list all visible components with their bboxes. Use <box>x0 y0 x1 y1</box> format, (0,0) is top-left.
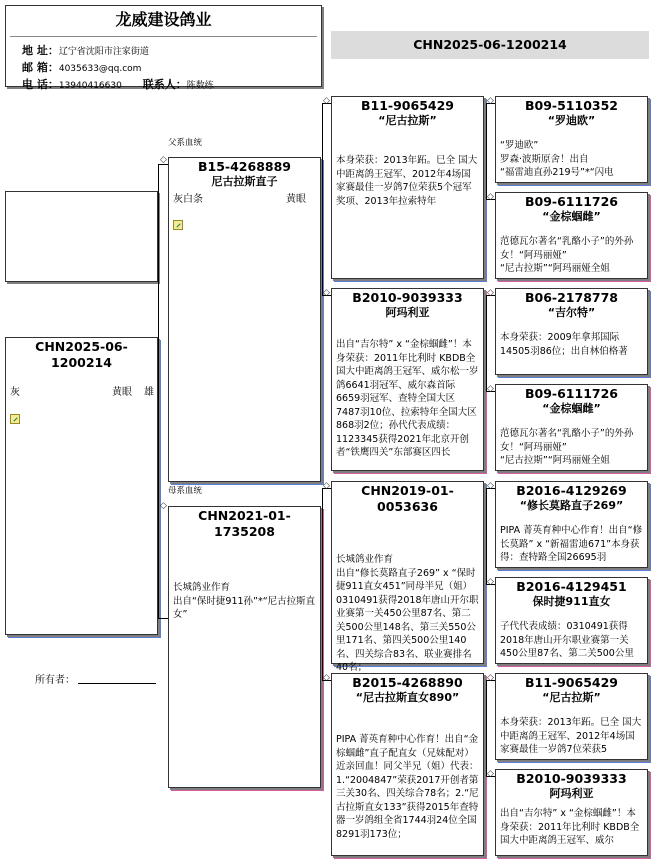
gen4-description: “罗迪欧” 罗森·波斯原舍！出自 “福雷迪直孙219号”*“闪电 <box>500 140 614 178</box>
gen4-name: “金棕蝈雌” <box>542 402 601 415</box>
email: 4035633@qq.com <box>58 64 142 74</box>
sire-card <box>168 157 321 482</box>
gen4-name: “尼古拉斯” <box>542 691 601 704</box>
gen3-description: 出自“吉尔特” x “金棕蝈雌”！本身荣获：2011年比利时 KBDB全国大中距离鸽王冠军、威尔松一岁鸽6641羽冠军、威尔森首际6659羽冠军、查特全国大区7487羽10位、拉索特年全国大区868羽2位；孙代代表成绩：1123345获得2021年北京开创者“铁鹰四关”东部赛区四长 <box>336 339 479 458</box>
grandsire-paternal-card <box>331 96 484 279</box>
gen4-ring: B2010-9039333 <box>516 771 627 786</box>
gen3-name: 阿玛利亚 <box>385 306 430 319</box>
owner-label: 所有者： <box>35 675 75 686</box>
banner-ring-number: CHN2025-06-1200214 <box>331 31 649 59</box>
gen4-ring: B09-6111726 <box>525 194 618 209</box>
dam-card <box>168 506 321 788</box>
connector-line <box>322 488 323 680</box>
gen4-name: 阿玛利亚 <box>549 787 594 800</box>
gen3-description: PIPA 菁英育种中心作育！出自“金棕蝈雌”直子配直女（兄妹配对）近亲回血！同父半兄（姐）代表：1.“2004847”荣获2017开创者第三关30名、四关综合78名；2.“尼古拉斯直女133”获得2015年查特器一岁鸽组全省1744羽24位全国8291羽173位； <box>336 734 479 840</box>
expand-icon[interactable]: ◇ <box>323 481 330 491</box>
gen4-ring: B06-2178778 <box>525 290 618 305</box>
connector-line <box>486 488 487 584</box>
gen3-ring: CHN2019-01-0053636 <box>361 483 454 514</box>
phone-label: 电 话： <box>22 78 59 91</box>
dam-ring: CHN2021-01-1735208 <box>198 508 291 539</box>
gen4-name: 保时捷911直女 <box>532 595 611 608</box>
gen3-ring: B2010-9039333 <box>352 290 463 305</box>
expand-icon[interactable]: ◇ <box>160 155 167 165</box>
gen4-ring: B09-5110352 <box>525 98 618 113</box>
gen4-name: “罗迪欧” <box>547 114 596 127</box>
photo-frame <box>5 191 158 282</box>
granddam-maternal-card <box>331 673 484 856</box>
expand-icon[interactable]: ◇ <box>487 288 494 298</box>
note-icon[interactable] <box>173 220 183 230</box>
gen4-name: “吉尔特” <box>547 306 596 319</box>
gen4-description: 出自“吉尔特” x “金棕蝈雌”！本身荣获：2011年比利时 KBDB全国大中距离鸽王冠军、威尔 <box>500 808 640 846</box>
gen4-description: PIPA 菁英育种中心作育！出自“修长莫路” x “新福雷迪671”本身获得：查特路全国26695羽 <box>500 525 643 563</box>
granddam-paternal-card <box>331 288 484 471</box>
gen3-name: “尼古拉斯” <box>378 114 437 127</box>
expand-icon[interactable]: ◇ <box>160 501 167 511</box>
gen3-description: 本身荣获：2013年跖。巳全 国大中距离鸽王冠军、2012年4场国家赛最佳一岁鸽7位荣获5个冠军奖项、2013年拉索特年 <box>336 155 478 207</box>
connector-line <box>322 103 323 295</box>
gen4-card-5 <box>495 481 648 568</box>
gen4-ring: B09-6111726 <box>525 386 618 401</box>
sire-line-label: 父系血统 <box>168 138 203 148</box>
header-card <box>5 5 322 91</box>
gen4-card-3 <box>495 288 648 375</box>
contact-label: 联系人： <box>142 78 187 91</box>
address-label: 地 址： <box>22 44 59 57</box>
expand-icon[interactable]: ◇ <box>323 96 330 106</box>
gen4-ring: B2016-4129269 <box>516 483 627 498</box>
gen4-card-1 <box>495 96 648 183</box>
gen3-description: 长城鸽业作育 出自“修长莫路直子269” x “保时捷911直女451”同母半兄（姐）0310491获得2018年唐山开尔职业赛第一关450公里87名、第二关500公里148名、第三关550公里171名、第四关500公里140名、四关综合83名、联业赛排名40名； <box>336 554 479 673</box>
dam-line-label: 母系血统 <box>168 486 203 496</box>
header-divider <box>10 36 317 37</box>
gen3-ring: B11-9065429 <box>361 98 454 113</box>
gen4-card-2 <box>495 192 648 279</box>
address: 辽宁省沈阳市注家街道 <box>58 47 149 57</box>
company-name: 龙威建设鸽业 <box>115 10 212 29</box>
gen4-ring: B2016-4129451 <box>516 579 627 594</box>
gen4-description: 范德瓦尔著名“乳酪小子”的外孙女！“阿玛丽娅” “尼古拉斯”“阿玛丽娅全姐 <box>500 428 634 466</box>
subject-sex: 雄 <box>144 387 154 398</box>
email-label: 邮 箱： <box>22 61 59 74</box>
gen3-ring: B2015-4268890 <box>352 675 463 690</box>
connector-line <box>486 680 487 776</box>
gen4-description: 子代代表成绩：0310491获得2018年唐山开尔职业赛第一关450公里87名、第二关500公里 <box>500 621 634 659</box>
expand-icon[interactable]: ◇ <box>487 577 494 587</box>
note-icon[interactable] <box>10 414 20 424</box>
gen4-description: 本身荣获：2009年拿邦国际14505羽86位；出自林伯格著 <box>500 332 628 357</box>
expand-icon[interactable]: ◇ <box>323 288 330 298</box>
gen4-name: “金棕蝈雌” <box>542 210 601 223</box>
subject-card <box>5 337 158 635</box>
expand-icon[interactable]: ◇ <box>487 192 494 202</box>
subject-eye: 黄眼 <box>112 387 132 398</box>
sire-color: 灰白条 <box>173 194 203 205</box>
gen4-card-7 <box>495 673 648 760</box>
connector-line <box>486 295 487 391</box>
gen3-name: “尼古拉斯直女890” <box>355 691 460 704</box>
expand-icon[interactable]: ◇ <box>487 481 494 491</box>
sire-eye: 黄眼 <box>286 194 306 205</box>
expand-icon[interactable]: ◇ <box>323 673 330 683</box>
sire-name: 尼古拉斯直子 <box>211 175 278 188</box>
connector-line <box>158 618 168 619</box>
phone: 13940416630 <box>58 81 122 91</box>
grandsire-maternal-card <box>331 481 484 673</box>
gen4-card-8 <box>495 769 648 856</box>
owner-signature-line <box>78 683 156 684</box>
expand-icon[interactable]: ◇ <box>487 384 494 394</box>
gen4-name: “修长莫路直子269” <box>519 499 624 512</box>
contact: 陈数练 <box>186 81 214 91</box>
connector-line <box>158 164 159 618</box>
gen4-description: 范德瓦尔著名“乳酪小子”的外孙女！“阿玛丽娅” “尼古拉斯”“阿玛丽娅全姐 <box>500 236 634 274</box>
gen4-card-6 <box>495 577 648 664</box>
gen4-ring: B11-9065429 <box>525 675 618 690</box>
subject-color: 灰 <box>10 387 20 398</box>
connector-line <box>486 103 487 199</box>
expand-icon[interactable]: ◇ <box>487 769 494 779</box>
expand-icon[interactable]: ◇ <box>487 673 494 683</box>
dam-description: 长城鸽业作育 出自“保时捷911孙”*“尼古拉斯直女” <box>173 582 316 620</box>
sire-ring: B15-4268889 <box>198 159 291 174</box>
gen4-card-4 <box>495 384 648 471</box>
gen4-description: 本身荣获：2013年跖。巳全 国大中距离鸽王冠军、2012年4场国家赛最佳一岁鸽7位荣获5 <box>500 717 642 755</box>
expand-icon[interactable]: ◇ <box>487 96 494 106</box>
subject-ring: CHN2025-06-1200214 <box>35 339 128 370</box>
